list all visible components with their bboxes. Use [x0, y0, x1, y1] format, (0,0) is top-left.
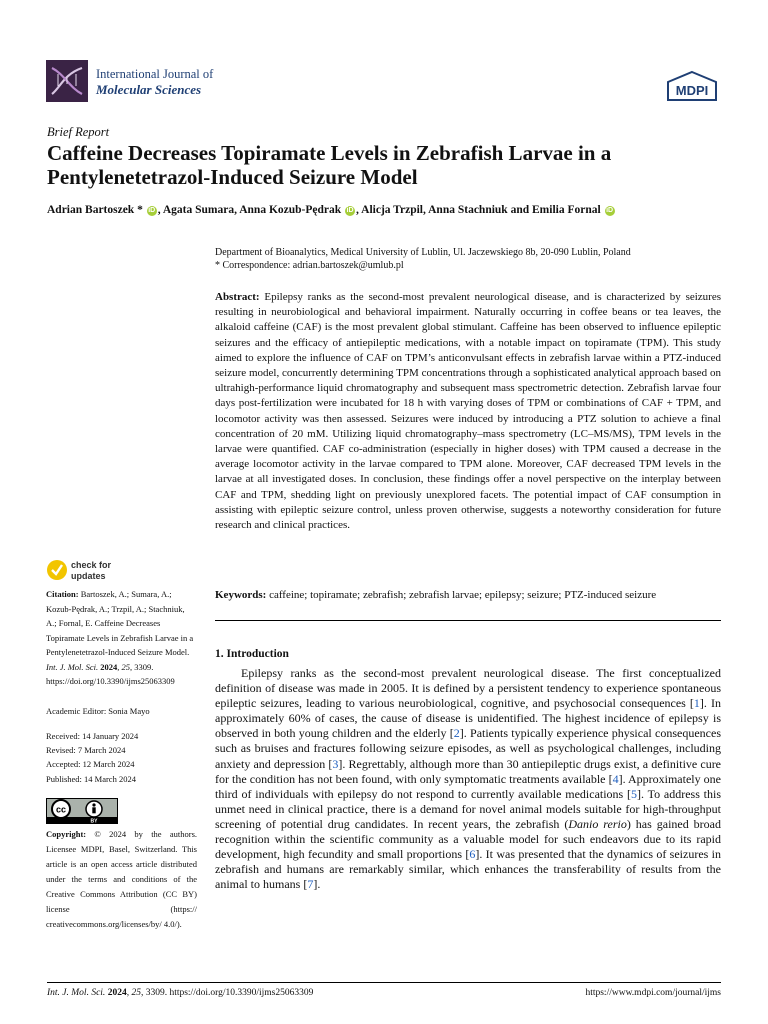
author-separator: , — [423, 204, 429, 216]
keywords-label: Keywords: — [215, 589, 267, 601]
check-updates-line1: check for — [71, 560, 112, 570]
reference-link[interactable]: 5 — [631, 786, 638, 801]
citation-label: Citation: — [46, 589, 79, 599]
section-heading: 1. Introduction — [215, 648, 289, 660]
journal-name-line2: Molecular Sciences — [96, 82, 202, 97]
reference-link[interactable]: 7 — [307, 877, 314, 892]
intro-text: . It was presented that the dynamics of seizures in zebrafish and humans are remarkably similar, which enhances the transferability of results from the animal to humans — [215, 847, 722, 892]
publication-dates — [46, 729, 138, 786]
keywords-text: caffeine; topiramate; zebrafish; zebrafish larvae; epilepsy; seizure; PTZ-induced seizure — [269, 589, 657, 601]
mdpi-logo[interactable] — [664, 70, 720, 104]
citation-volume: 25 — [121, 661, 131, 672]
journal-name-line1: International Journal of — [96, 67, 214, 81]
copyright-notice — [46, 827, 197, 932]
citation-journal: Int. J. Mol. Sci. — [46, 661, 99, 672]
reference-link[interactable]: 2 — [453, 726, 460, 741]
intro-text: . To address this unmet need in clinical practice, there is a demand for novel animal models suitable for high-throughput screening of potential drug candidates. In recent years, the zebrafish ( — [215, 786, 721, 831]
section-divider — [215, 620, 721, 621]
author-name[interactable]: Anna Stachniuk — [428, 204, 508, 216]
intro-text: . Approximately one third of individuals with epilepsy do not respond to currently available medications — [215, 771, 721, 801]
citation: Citation: Bartoszek, A.; Sumara, A.; Kozub-Pędrak, A.; Trzpil, A.; Stachniuk, A.; Fornal, E. Caffeine Decreases Topiramate Levels in Zebrafish Larvae in a Pentylenetetrazol-Induced Seizure Model. Int. J. Mol. Sci. 2024, 25, 3309. https://doi.org/10.3390/ijms25063309 — [46, 589, 194, 686]
orcid-icon[interactable]: iD — [606, 207, 614, 214]
citation-text: Bartoszek, A.; Sumara, A.; Kozub-Pędrak, A.; Trzpil, A.; Stachniuk, A.; Fornal, E. Caffeine Decreases Topiramate Levels in Zebrafish Larvae in a Pentylenetetrazol-Induced Seizure Model. — [46, 589, 194, 657]
intro-paragraph: Epilepsy ranks as the second-most prevalent neurological disease. The first conceptualized definition of disease was made in 2005. It is defined by a persistent tendency to experience spontaneous epileptic seizures, leading to various neurobiological, cognitive, and psychosocial consequences [1]. In approximately 60% of cases, the cause of disease is unidentified. The highest incidence of epilepsy is observed in both young children and the elderly [2]. Patients typically experience physical consequences such as bruises and fractures following seizure episodes, as well as psychological challenges, including anxiety and depression [3]. Regrettably, although more than 30 antiepileptic drugs exist, a definitive cure for the condition has not been found, with only symptomatic treatments available [4]. Approximately one third of individuals with epilepsy do not respond to currently available medications [5]. To address this unmet need in clinical practice, there is a demand for novel animal models suitable for high-throughput screening of potential drug candidates. In recent years, the zebrafish (Danio rerio) has gained broad recognition within the scientific community as a valuable model for such endeavors due to its rapid development, high fecundity and small proportions [6]. It was presented that the dynamics of seizures in zebrafish and humans are remarkably similar, which enhances the transferability of results from the animal to humans [7]. — [215, 666, 722, 892]
orcid-icon[interactable]: iD — [346, 207, 354, 214]
author-name[interactable]: Alicja Trzpil — [361, 204, 423, 216]
check-updates-line2: updates — [71, 571, 106, 581]
article-title: Caffeine Decreases Topiramate Levels in Zebrafish Larvae in a Pentylenetetrazol-Induced Seizure Model — [47, 141, 612, 189]
author-separator: and — [507, 204, 533, 216]
journal-name — [96, 67, 213, 97]
corresponding-author-mark: * — [134, 204, 143, 216]
academic-editor: Academic Editor: Sonia Mayo — [46, 706, 150, 716]
cc-by-license-badge[interactable] — [46, 798, 118, 824]
journal-logo — [46, 60, 88, 102]
abstract — [215, 290, 721, 533]
author-name[interactable]: Anna Kozub-Pędrak — [239, 204, 342, 216]
reference-link[interactable]: 4 — [612, 771, 619, 786]
date-revised: Revised: 7 March 2024 — [46, 745, 126, 756]
article-type: Brief Report — [47, 125, 110, 139]
check-updates-icon — [47, 560, 67, 580]
citation-doi[interactable]: , 3309. https://doi.org/10.3390/ijms25063309 — [46, 661, 175, 686]
orcid-icon[interactable]: iD — [148, 207, 156, 214]
footer-year: 2024 — [107, 988, 127, 998]
date-published: Published: 14 March 2024 — [46, 773, 136, 784]
keywords — [215, 588, 721, 602]
intro-text: . — [317, 877, 321, 892]
reference-link[interactable]: 6 — [469, 847, 476, 862]
intro-text: . Regrettably, although more than 30 antiepileptic drugs exist, a definitive cure for the condition has not been found, with only symptomatic treatments available — [215, 756, 722, 786]
intro-text: Epilepsy ranks as the second-most prevalent neurological disease. The first conceptualized definition of disease was made in 2005. It is defined by a persistent tendency to experience spontaneous epileptic seizures, leading to various neurobiological, cognitive, and psychosocial consequences — [215, 666, 721, 711]
author-separator: , — [356, 204, 362, 216]
date-accepted: Accepted: 12 March 2024 — [46, 759, 135, 770]
abstract-text: Epilepsy ranks as the second-most prevalent neurological disease, and is characterized by seizures resulting in neurobiological and behavioral impairment. Naturally occurring in coffee beans or tea leaves, the alkaloid caffeine (CAF) is the most prevalent global stimulant. Caffeine has been observed to influence epileptic seizures and the efficacy of antiepileptic medications, with a notable impact on topiramate (TPM). This study aimed to explore the influence of CAF on TPM’s anticonvulsant effects in zebrafish larvae within a PTZ-induced seizure model, concurrently determining TPM concentrations through a sophisticated analytical approach based on ultrahigh-performance liquid chromatography and subsequent mass spectrometric detection. Zebrafish larvae four days post-fertilization were incubated for 18 h with varying doses of TPM or combinations of CAF + TPM, and locomotor activity was then assessed. Seizures were induced by introducing a PTZ solution to achieve a final concentration of 20 mM. Utilizing liquid chromatography–mass spectrometry (LC–MS/MS), TPM levels in the larvae were quantified. CAF co-administration (especially in higher doses) with TPM caused a decrease in the average locomotor activity in the larvae compared to TPM alone. Moreover, CAF decreased TPM levels in the larvae at all investigated doses. In conclusion, these findings offer a novel perspective on the interplay between CAF and TPM, shedding light on previously unexplored facets. The potential impact of CAF consumption in assisting with epileptic seizure control, unless proven otherwise, suggests a noteworthy consideration for future research and clinical practices. — [215, 291, 722, 532]
affiliation-block — [215, 246, 631, 272]
footer-doi[interactable]: , 3309. https://doi.org/10.3390/ijms25063309 — [140, 988, 314, 998]
copyright-label: Copyright: — [46, 829, 87, 839]
reference-link[interactable]: 3 — [332, 756, 339, 771]
citation-year: 2024 — [100, 661, 118, 672]
footer-journal: Int. J. Mol. Sci. — [47, 988, 106, 998]
author-separator: , — [157, 204, 163, 216]
mdpi-logo-text: MDPI — [675, 83, 709, 98]
footer-divider — [47, 982, 721, 983]
footer-journal-url[interactable]: https://www.mdpi.com/journal/ijms — [585, 988, 721, 998]
reference-link[interactable]: 1 — [693, 696, 700, 711]
abstract-label: Abstract: — [215, 291, 260, 303]
affiliation: Department of Bioanalytics, Medical University of Lublin, Ul. Jaczewskiego 8b, 20-090 Lublin, Poland — [215, 247, 631, 258]
intro-text: . In approximately 60% of cases, the cause of disease is unidentified. The highest incidence of epilepsy is observed in both young children and the elderly — [215, 696, 721, 741]
footer-citation: Int. J. Mol. Sci. 2024, 25, 3309. https://doi.org/10.3390/ijms25063309 — [47, 988, 314, 998]
author-name[interactable]: Emilia Fornal — [532, 204, 601, 216]
intro-text: . Patients typically experience physical consequences such as bruises and fractures following seizure episodes, as well as psychological challenges, including anxiety and depression — [215, 726, 721, 771]
author-name[interactable]: Agata Sumara — [162, 204, 235, 216]
author-separator: , — [234, 204, 240, 216]
check-for-updates-badge[interactable] — [46, 558, 136, 582]
intro-text: ) has gained broad recognition within the scientific community as a valuable model for such endeavors due to its rapid development, high fecundity and small proportions — [215, 816, 722, 862]
footer-volume: 25 — [131, 988, 141, 998]
species-name: Danio rerio — [568, 816, 627, 831]
author-list — [47, 204, 616, 216]
copyright-text: © 2024 by the authors. Licensee MDPI, Basel, Switzerland. This article is an open access article distributed under the terms and conditions of the Creative Commons Attribution (CC BY) license (https:// creativecommons.org/licenses/by/ 4.0/). — [46, 829, 197, 929]
svg-text:cc: cc — [55, 804, 67, 815]
author-name[interactable]: Adrian Bartoszek — [47, 204, 135, 216]
date-received: Received: 14 January 2024 — [46, 731, 139, 741]
cc-by-label: BY — [90, 818, 98, 824]
correspondence: * Correspondence: adrian.bartoszek@umlub.pl — [215, 260, 404, 271]
